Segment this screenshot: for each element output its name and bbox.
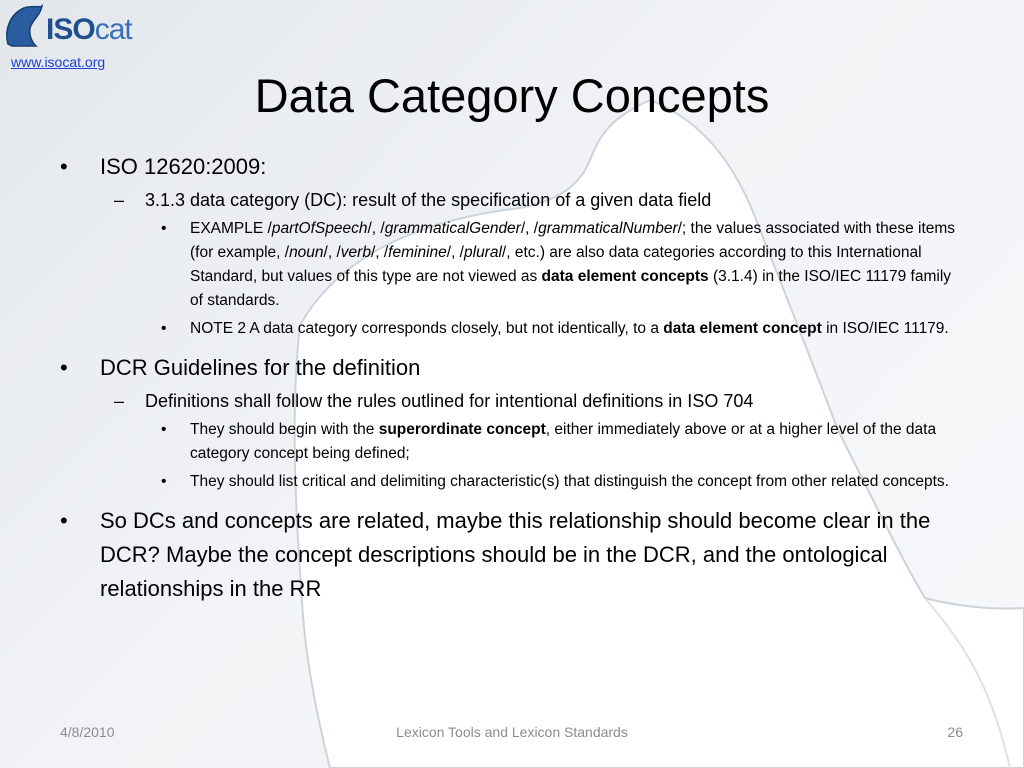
bullet-dcr-guidelines	[60, 351, 960, 385]
footer-page-number: 26	[947, 724, 963, 740]
footer-title: Lexicon Tools and Lexicon Standards	[396, 724, 628, 740]
bullet-marker: •	[60, 508, 68, 533]
bullet-text: ISO 12620:2009:	[100, 154, 267, 179]
cat-logo-icon	[2, 2, 46, 48]
dash-marker: –	[114, 190, 125, 210]
slide-content	[60, 150, 960, 606]
bullet-text: DCR Guidelines for the definition	[100, 355, 421, 380]
bullet-marker: •	[161, 421, 167, 438]
slide-title: Data Category Concepts	[254, 69, 770, 122]
bullet-marker: •	[60, 355, 68, 380]
logo-wordmark: ISOcat	[46, 13, 132, 46]
bullet-dcs-and-concepts	[60, 504, 960, 606]
sub-sub-bullet-note-2: • NOTE 2 A data category corresponds closely, but not identically, to a data element concept in ISO/IEC 11179.	[60, 317, 960, 341]
sub-bullet-dc-definition	[60, 188, 960, 213]
isocat-website-link[interactable]: www.isocat.org	[11, 54, 106, 70]
sub-bullet-text: 3.1.3 data category (DC): result of the specification of a given data field	[145, 190, 712, 210]
sub-sub-bullet-characteristics: • They should list critical and delimiting characteristic(s) that distinguish the concept from other related concepts.	[60, 470, 960, 494]
sub-bullet-iso-704	[60, 389, 960, 414]
sub-sub-bullet-example: • EXAMPLE /partOfSpeech/, /grammaticalGender/, /grammaticalNumber/; the values associated with these items (for example, /noun/, /verb/, /feminine/, /plural/, etc.) are also data categories according to this International Standard, but values of this type are not viewed as data element concepts (3.1.4) in the ISO/IEC 11179 family of standards.	[60, 217, 960, 313]
isocat-logo	[2, 2, 142, 70]
sub-bullet-text: Definitions shall follow the rules outlined for intentional definitions in ISO 704	[145, 391, 754, 411]
bullet-marker: •	[161, 473, 167, 490]
footer-date: 4/8/2010	[60, 724, 115, 740]
bullet-iso-12620	[60, 150, 960, 184]
sub-sub-bullet-superordinate: • They should begin with the superordinate concept, either immediately above or at a higher level of the data category concept being defined;	[60, 418, 960, 466]
bullet-marker: •	[161, 320, 167, 337]
dash-marker: –	[114, 391, 125, 411]
bullet-marker: •	[161, 220, 167, 237]
bullet-text: So DCs and concepts are related, maybe this relationship should become clear in the DCR? Maybe the concept descriptions should be in the DCR, and the ontological relationships in the RR	[100, 508, 931, 601]
bullet-marker: •	[60, 154, 68, 179]
